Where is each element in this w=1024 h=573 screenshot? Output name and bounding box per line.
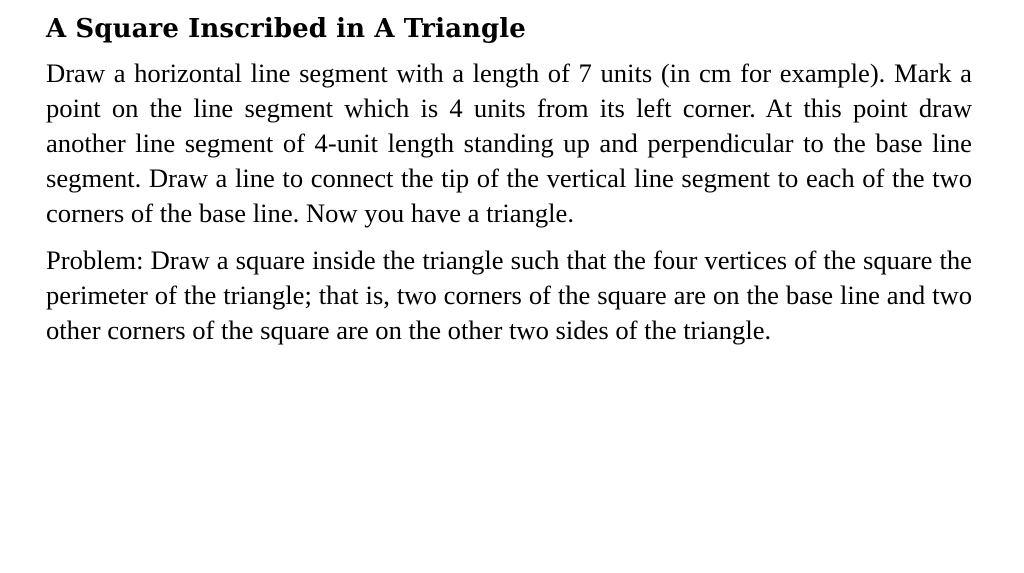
- section-title: A Square Inscribed in A Triangle: [46, 14, 526, 44]
- construction-paragraph: Draw a horizontal line segment with a length of 7 units (in cm for example). Mark a point on the line segment which is 4 units from its left corner. At this point draw another line segment of 4-unit length standing up and perpendicular to the base line segment. Draw a line to connect the tip of the vertical line segment to each of the two corners of the base line. Now you have a triangle.: [46, 58, 972, 228]
- document-page: [46, 12, 972, 360]
- problem-paragraph: Problem: Draw a square inside the triangle such that the four vertices of the square the perimeter of the triangle; that is, two corners of the square are on the base line and two other corners of the square are on the other two sides of the triangle.: [46, 245, 972, 345]
